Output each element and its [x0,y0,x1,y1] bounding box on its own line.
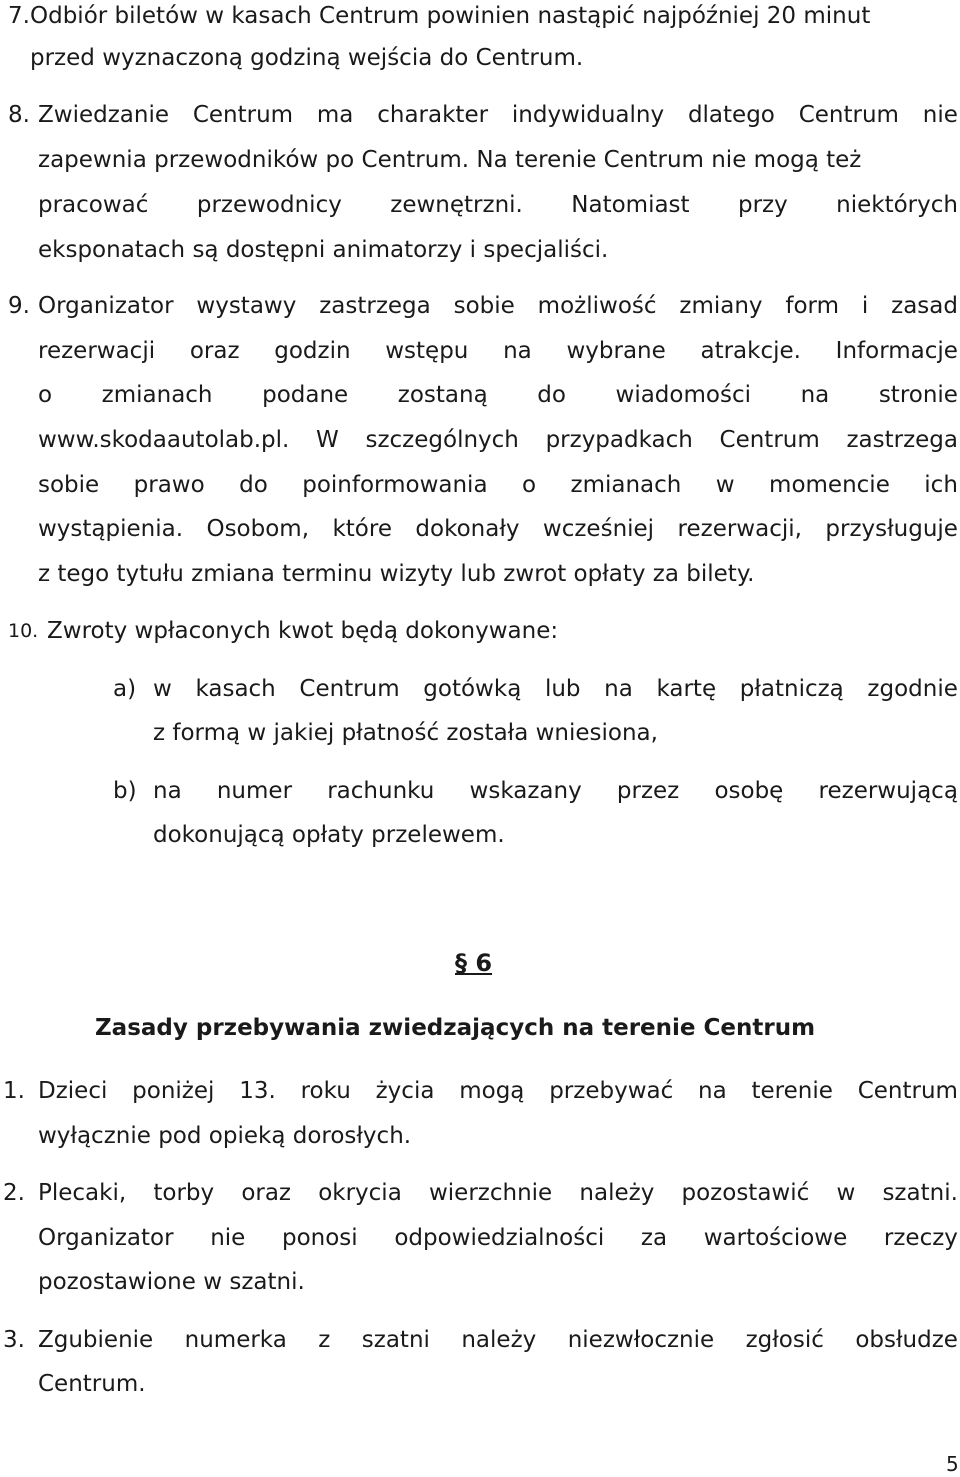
item-8-number: 8. [8,102,30,128]
item-9-line-2 [38,337,958,365]
word: na [800,382,830,408]
item-8-line-3 [38,191,958,219]
item-7-number: 7. [8,3,30,29]
word: charakter [377,102,489,128]
word: szatni. [882,1180,958,1206]
word: okrycia [318,1180,402,1206]
word: o [521,472,537,498]
s6-item-2-line-3: pozostawione w szatni. [38,1269,305,1295]
word: przy [737,192,788,218]
word: wiadomości [615,382,751,408]
word: indywidualny [511,102,665,128]
word: niektórych [836,192,958,218]
word: do [537,382,566,408]
word: W [316,427,339,453]
section-number: § 6 [455,949,493,977]
word: Plecaki, [38,1180,127,1206]
word: zastrzega [846,427,958,453]
word: wierzchnie [428,1180,553,1206]
word: momencie [769,472,890,498]
word: sobie [453,293,515,319]
item-10-a-marker: a) [113,676,137,702]
word: do [239,472,268,498]
item-9-line-3 [38,381,958,409]
word: Natomiast [571,192,690,218]
item-9-line-4 [38,426,958,454]
word: Zwiedzanie [38,102,169,128]
word: zgłosić [745,1327,824,1353]
word: rezerwacji [38,338,156,364]
word: gotówką [423,676,522,702]
word: Informacje [835,338,958,364]
word: Osobom, [206,516,310,542]
item-10-number: 10. [8,620,39,642]
word: rezerwacji, [677,516,802,542]
word: zostaną [397,382,488,408]
s6-item-3-line-2: Centrum. [38,1371,146,1397]
word: wystawy [196,293,297,319]
word: przez [616,778,680,804]
item-8-line-2: zapewnia przewodników po Centrum. Na terenie Centrum nie mogą też [38,147,862,173]
item-10-b-marker: b) [113,778,137,804]
word: pozostawić [681,1180,810,1206]
item-10-a-line-2: z formą w jakiej płatność została wniesiona, [153,720,658,746]
word: odpowiedzialności [394,1225,605,1251]
word: terenie [751,1078,833,1104]
s6-item-2-line-2 [38,1224,958,1252]
word: zmiany [679,293,763,319]
word: wystąpienia. [38,516,184,542]
word: w [715,472,735,498]
s6-item-1-line-1 [38,1077,958,1105]
item-7-line-1: Odbiór biletów w kasach Centrum powinien nastąpić najpóźniej 20 minut [30,3,871,29]
word: numer [216,778,293,804]
word: na [698,1078,727,1104]
word: zastrzega [319,293,431,319]
word: płatniczą [739,676,844,702]
word: nie [922,102,958,128]
item-10-b-line-2: dokonującą opłaty przelewem. [153,822,505,848]
word: wskazany [469,778,582,804]
item-7-line-2: przed wyznaczoną godziną wejścia do Centrum. [30,45,584,71]
word: oraz [189,338,240,364]
item-10-a-line-1 [153,675,958,703]
word: rzeczy [883,1225,958,1251]
word: dlatego [687,102,775,128]
word: dokonały [415,516,520,542]
word: o [38,382,53,408]
word: przewodnicy [196,192,342,218]
word: prawo [133,472,205,498]
s6-item-2-line-1 [38,1179,958,1207]
word: przebywać [549,1078,674,1104]
word: przypadkach [545,427,693,453]
word: Centrum [192,102,294,128]
word: osobę [714,778,784,804]
word: kartę [656,676,717,702]
word: szczególnych [365,427,519,453]
word: które [332,516,392,542]
word: sobie [38,472,100,498]
item-9-line-7: z tego tytułu zmiana terminu wizyty lub zwrot opłaty za bilety. [38,561,755,587]
word: należy [579,1180,655,1206]
word: zmianach [101,382,213,408]
word: 13. [239,1078,276,1104]
word: oraz [241,1180,292,1206]
word: na [153,778,182,804]
word: w [836,1180,856,1206]
word: rezerwującą [818,778,958,804]
word: Zgubienie [38,1327,154,1353]
s6-item-3-line-1 [38,1326,958,1354]
word: numerka [184,1327,287,1353]
word: www.skodaautolab.pl. [38,427,290,453]
word: życia [375,1078,435,1104]
word: mogą [459,1078,525,1104]
word: przysługuje [825,516,958,542]
word: kasach [195,676,276,702]
word: stronie [878,382,958,408]
section-title: Zasady przebywania zwiedzających na terenie Centrum [95,1015,816,1041]
s6-item-1-line-2: wyłącznie pod opieką dorosłych. [38,1123,412,1149]
word: i [861,293,869,319]
item-10-lead: Zwroty wpłaconych kwot będą dokonywane: [47,618,559,644]
word: szatni [361,1327,430,1353]
word: wstępu [385,338,469,364]
word: należy [461,1327,537,1353]
word: poniżej [132,1078,215,1104]
word: możliwość [537,293,657,319]
word: ma [316,102,354,128]
page-number: 5 [946,1452,959,1476]
word: roku [300,1078,351,1104]
s6-item-3-number: 3. [3,1327,25,1353]
word: form [785,293,840,319]
word: lub [544,676,581,702]
word: na [503,338,532,364]
word: zgodnie [867,676,958,702]
word: na [604,676,633,702]
word: poinformowania [302,472,488,498]
item-9-number: 9. [8,293,30,319]
item-10-b-line-1 [153,777,958,805]
word: rachunku [327,778,435,804]
word: ich [924,472,958,498]
word: za [640,1225,668,1251]
word: zewnętrzni. [390,192,523,218]
word: obsłudze [855,1327,958,1353]
word: Organizator [38,293,174,319]
word: godzin [274,338,351,364]
word: pracować [38,192,149,218]
item-8-line-4: eksponatach są dostępni animatorzy i specjaliści. [38,237,609,263]
word: zasad [891,293,958,319]
word: wybrane [566,338,666,364]
word: Centrum [719,427,820,453]
word: z [318,1327,331,1353]
word: ponosi [281,1225,358,1251]
item-9-line-5 [38,471,958,499]
word: niezwłocznie [567,1327,715,1353]
word: wartościowe [703,1225,848,1251]
word: Centrum [299,676,400,702]
word: Centrum [798,102,899,128]
word: atrakcje. [700,338,801,364]
word: nie [210,1225,246,1251]
word: Organizator [38,1225,174,1251]
item-9-line-1 [38,292,958,320]
item-8-line-1 [38,101,958,129]
s6-item-1-number: 1. [3,1078,25,1104]
item-9-line-6 [38,515,958,543]
word: Centrum [857,1078,958,1104]
word: torby [153,1180,215,1206]
word: w [153,676,172,702]
word: wcześniej [542,516,655,542]
word: Dzieci [38,1078,108,1104]
word: zmianach [570,472,682,498]
word: podane [262,382,349,408]
s6-item-2-number: 2. [3,1180,25,1206]
